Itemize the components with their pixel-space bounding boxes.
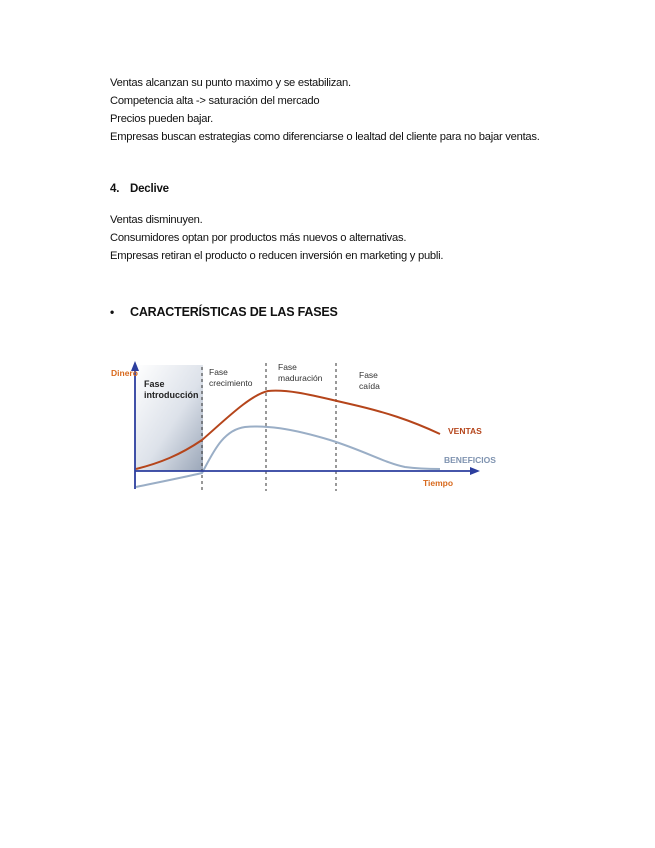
text-line: Competencia alta -> saturación del mercado	[110, 95, 320, 107]
section-3-text	[110, 74, 570, 146]
x-axis-arrow-icon	[470, 467, 480, 475]
ventas-series-label: VENTAS	[448, 426, 482, 436]
bullet-icon: •	[110, 305, 115, 319]
phase-growth-label-2: crecimiento	[209, 378, 253, 388]
text-line: Precios pueden bajar.	[110, 113, 213, 125]
phase-decline-label-2: caída	[359, 381, 380, 391]
phase-maturity-label-2: maduración	[278, 373, 323, 383]
text-line: Empresas retiran el producto o reducen inversión en marketing y publi.	[110, 250, 444, 262]
bullet-heading	[110, 305, 338, 319]
phase-decline-label-1: Fase	[359, 370, 378, 380]
beneficios-series-label: BENEFICIOS	[444, 455, 496, 465]
y-axis-label: Dinero	[111, 368, 138, 378]
text-line: Empresas buscan estrategias como diferenciarse o lealtad del cliente para no bajar ventas.	[110, 131, 540, 143]
x-axis-label: Tiempo	[423, 478, 454, 488]
bullet-heading-text: CARACTERÍSTICAS DE LAS FASES	[130, 305, 338, 319]
section-4-text	[110, 211, 570, 265]
phase-intro-label-2: introducción	[144, 390, 199, 400]
text-line: Ventas disminuyen.	[110, 214, 203, 226]
text-line: Ventas alcanzan su punto maximo y se estabilizan.	[110, 77, 351, 89]
text-line: Consumidores optan por productos más nuevos o alternativas.	[110, 232, 407, 244]
phase-maturity-label-1: Fase	[278, 362, 297, 372]
heading-number: 4.	[110, 183, 120, 195]
section-4-heading	[110, 183, 169, 195]
product-lifecycle-chart	[100, 355, 520, 500]
heading-title: Declive	[130, 183, 169, 195]
phase-intro-label-1: Fase	[144, 379, 165, 389]
phase-growth-label-1: Fase	[209, 367, 228, 377]
